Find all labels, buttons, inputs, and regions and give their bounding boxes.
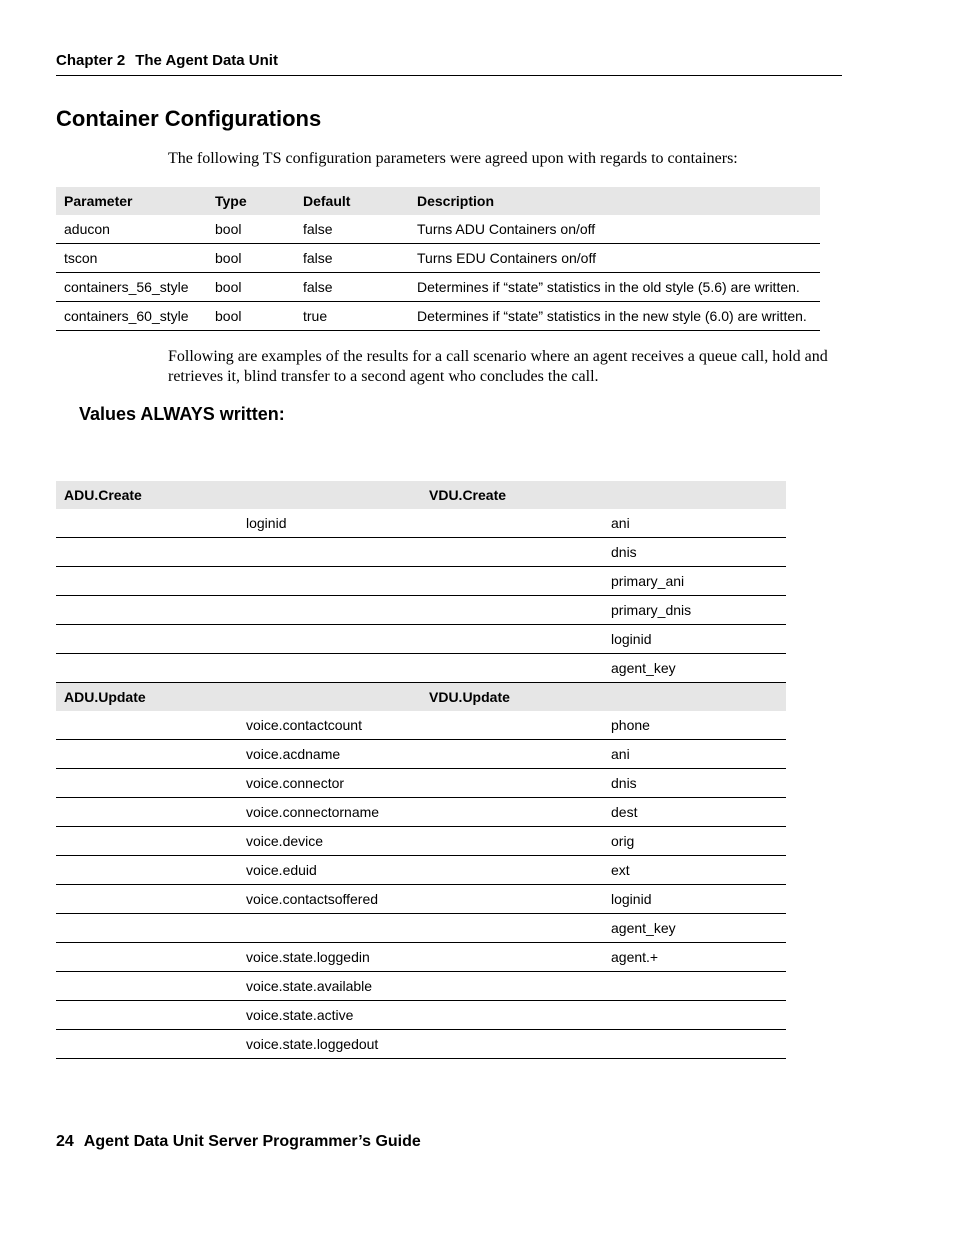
empty-cell <box>421 885 603 914</box>
empty-cell <box>56 740 238 769</box>
table-row <box>56 827 786 856</box>
empty-cell <box>421 711 603 740</box>
empty-cell <box>421 1030 603 1059</box>
scenario-paragraph: Following are examples of the results for a call scenario where an agent receives a queue call, hold and retrieves it, blind transfer to a second agent who concludes the call. <box>168 348 828 385</box>
adu-value-cell: voice.state.loggedin <box>238 943 421 972</box>
create-group-row <box>56 481 786 509</box>
table-cell: true <box>295 302 409 331</box>
header-cell: Type <box>207 187 295 215</box>
vdu-value-cell <box>603 1001 786 1030</box>
table-row <box>56 273 820 302</box>
vdu-group-label: VDU.Create <box>421 481 603 509</box>
adu-value-cell: voice.state.active <box>238 1001 421 1030</box>
empty-cell <box>56 567 238 596</box>
adu-value-cell: voice.acdname <box>238 740 421 769</box>
adu-value-cell: voice.state.available <box>238 972 421 1001</box>
table-row <box>56 769 786 798</box>
parameters-header-row <box>56 187 820 215</box>
table-row <box>56 215 820 244</box>
table-row <box>56 567 786 596</box>
vdu-value-cell: ani <box>603 509 786 538</box>
table-row <box>56 798 786 827</box>
vdu-value-cell: dnis <box>603 538 786 567</box>
vdu-value-cell: primary_ani <box>603 567 786 596</box>
adu-value-cell <box>238 596 421 625</box>
header-cell: Default <box>295 187 409 215</box>
vdu-value-cell <box>603 1030 786 1059</box>
chapter-title: The Agent Data Unit <box>135 52 278 69</box>
empty-cell <box>56 654 238 683</box>
vdu-value-cell: agent.+ <box>603 943 786 972</box>
empty-cell <box>603 481 786 509</box>
table-row <box>56 302 820 331</box>
empty-cell <box>603 683 786 712</box>
empty-cell <box>421 1001 603 1030</box>
table-cell: Turns EDU Containers on/off <box>409 244 820 273</box>
vdu-value-cell <box>603 972 786 1001</box>
table-row <box>56 856 786 885</box>
table-row <box>56 885 786 914</box>
running-header <box>56 52 842 76</box>
empty-cell <box>238 481 421 509</box>
empty-cell <box>421 972 603 1001</box>
adu-value-cell: voice.device <box>238 827 421 856</box>
adu-value-cell <box>238 625 421 654</box>
empty-cell <box>56 625 238 654</box>
adu-value-cell: voice.state.loggedout <box>238 1030 421 1059</box>
empty-cell <box>56 943 238 972</box>
vdu-value-cell: loginid <box>603 625 786 654</box>
adu-value-cell: voice.eduid <box>238 856 421 885</box>
empty-cell <box>421 509 603 538</box>
table-cell: false <box>295 215 409 244</box>
empty-cell <box>421 943 603 972</box>
adu-value-cell <box>238 538 421 567</box>
adu-value-cell: loginid <box>238 509 421 538</box>
adu-value-cell <box>238 567 421 596</box>
empty-cell <box>56 798 238 827</box>
vdu-value-cell: loginid <box>603 885 786 914</box>
table-cell: Determines if “state” statistics in the old style (5.6) are written. <box>409 273 820 302</box>
chapter-label: Chapter 2 <box>56 52 126 69</box>
adu-value-cell <box>238 914 421 943</box>
empty-cell <box>421 827 603 856</box>
adu-value-cell: voice.contactcount <box>238 711 421 740</box>
adu-value-cell: voice.contactsoffered <box>238 885 421 914</box>
vdu-value-cell: ext <box>603 856 786 885</box>
adu-value-cell <box>238 654 421 683</box>
vdu-value-cell: dnis <box>603 769 786 798</box>
empty-cell <box>56 509 238 538</box>
header-cell: Description <box>409 187 820 215</box>
table-cell: bool <box>207 215 295 244</box>
table-cell: bool <box>207 302 295 331</box>
table-row <box>56 244 820 273</box>
vdu-value-cell: agent_key <box>603 914 786 943</box>
empty-cell <box>56 769 238 798</box>
table-cell: false <box>295 244 409 273</box>
empty-cell <box>421 740 603 769</box>
table-row <box>56 1030 786 1059</box>
empty-cell <box>56 1001 238 1030</box>
table-row <box>56 538 786 567</box>
adu-value-cell: voice.connectorname <box>238 798 421 827</box>
table-cell: aducon <box>56 215 207 244</box>
empty-cell <box>56 885 238 914</box>
values-table <box>56 481 786 1059</box>
table-cell: bool <box>207 273 295 302</box>
empty-cell <box>238 683 421 712</box>
empty-cell <box>56 538 238 567</box>
table-cell: Determines if “state” statistics in the new style (6.0) are written. <box>409 302 820 331</box>
table-cell: containers_60_style <box>56 302 207 331</box>
empty-cell <box>421 769 603 798</box>
empty-cell <box>421 856 603 885</box>
empty-cell <box>421 798 603 827</box>
section-title: Container Configurations <box>56 106 322 131</box>
table-row <box>56 943 786 972</box>
empty-cell <box>56 856 238 885</box>
page-footer <box>56 1133 421 1151</box>
table-row <box>56 625 786 654</box>
table-cell: Turns ADU Containers on/off <box>409 215 820 244</box>
empty-cell <box>56 596 238 625</box>
empty-cell <box>56 1030 238 1059</box>
empty-cell <box>421 538 603 567</box>
table-row <box>56 740 786 769</box>
table-cell: false <box>295 273 409 302</box>
vdu-value-cell: ani <box>603 740 786 769</box>
header-cell: Parameter <box>56 187 207 215</box>
guide-title: Agent Data Unit Server Programmer’s Guide <box>83 1133 421 1150</box>
values-title: Values ALWAYS written: <box>79 404 285 424</box>
empty-cell <box>56 827 238 856</box>
empty-cell <box>421 596 603 625</box>
empty-cell <box>421 625 603 654</box>
intro-paragraph: The following TS configuration parameters were agreed upon with regards to containers: <box>168 150 738 167</box>
table-row <box>56 596 786 625</box>
update-group-row <box>56 683 786 712</box>
vdu-value-cell: orig <box>603 827 786 856</box>
table-cell: tscon <box>56 244 207 273</box>
adu-group-label: ADU.Create <box>56 481 238 509</box>
page-number: 24 <box>56 1133 74 1150</box>
empty-cell <box>56 914 238 943</box>
vdu-value-cell: primary_dnis <box>603 596 786 625</box>
vdu-value-cell: agent_key <box>603 654 786 683</box>
vdu-value-cell: dest <box>603 798 786 827</box>
adu-value-cell: voice.connector <box>238 769 421 798</box>
table-row <box>56 509 786 538</box>
table-row <box>56 654 786 683</box>
table-row <box>56 972 786 1001</box>
table-row <box>56 914 786 943</box>
empty-cell <box>421 567 603 596</box>
empty-cell <box>421 654 603 683</box>
empty-cell <box>56 711 238 740</box>
empty-cell <box>421 914 603 943</box>
vdu-group-label: VDU.Update <box>421 683 603 712</box>
table-cell: bool <box>207 244 295 273</box>
vdu-value-cell: phone <box>603 711 786 740</box>
parameters-table <box>56 187 820 331</box>
table-cell: containers_56_style <box>56 273 207 302</box>
empty-cell <box>56 972 238 1001</box>
table-row <box>56 711 786 740</box>
adu-group-label: ADU.Update <box>56 683 238 712</box>
table-row <box>56 1001 786 1030</box>
